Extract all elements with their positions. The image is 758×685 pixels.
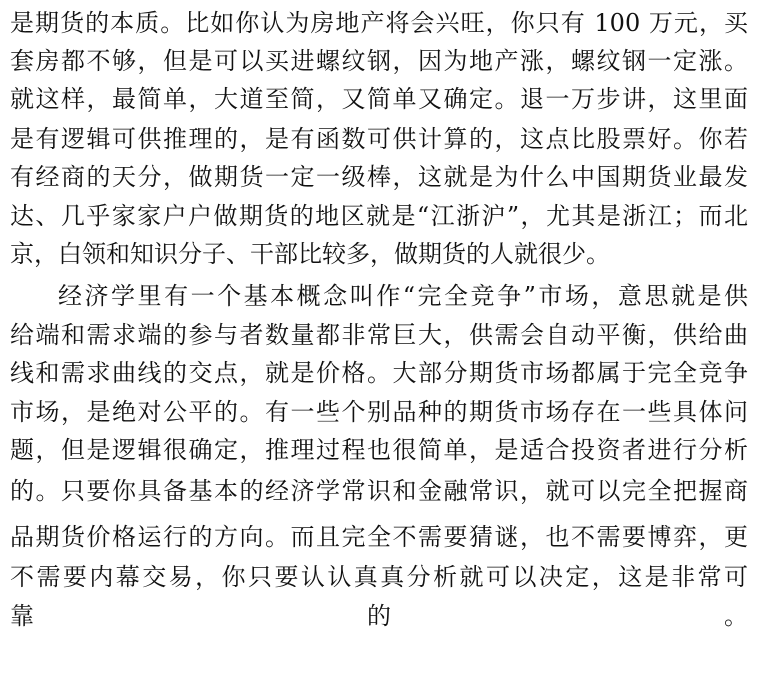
text-line: 靠的。 [10, 602, 748, 630]
text-line: 题，但是逻辑很确定，推理过程也很简单，是适合投资者进行分析 [10, 436, 748, 464]
text-line: 市场，是绝对公平的。有一些个别品种的期货市场存在一些具体问 [10, 398, 748, 426]
text-line: 线和需求曲线的交点，就是价格。大部分期货市场都属于完全竞争 [10, 359, 748, 387]
text-line: 是有逻辑可供推理的，是有函数可供计算的，这点比股票好。你若 [10, 125, 748, 153]
text-line: 就这样，最简单，大道至简，又简单又确定。退一万步讲，这里面 [10, 85, 748, 113]
text-line: 达、几乎家家户户做期货的地区就是“江浙沪”，尤其是浙江；而北 [10, 202, 748, 230]
text-line: 套房都不够，但是可以买进螺纹钢，因为地产涨，螺纹钢一定涨。 [10, 47, 748, 75]
text-line: 不需要内幕交易，你只要认认真真分析就可以决定，这是非常可 [10, 563, 748, 591]
text-line: 的。只要你具备基本的经济学常识和金融常识，就可以完全把握商 [10, 477, 748, 505]
text-line: 有经商的天分，做期货一定一级棒，这就是为什么中国期货业最发 [10, 163, 748, 191]
text-line: 京，白领和知识分子、干部比较多，做期货的人就很少。 [10, 240, 610, 268]
text-line: 是期货的本质。比如你认为房地产将会兴旺，你只有 100 万元，买 [10, 9, 748, 37]
text-line: 品期货价格运行的方向。而且完全不需要猜谜，也不需要博弈，更 [10, 523, 748, 551]
text-line: 给端和需求端的参与者数量都非常巨大，供需会自动平衡，供给曲 [10, 321, 748, 349]
text-line: 经济学里有一个基本概念叫作“完全竞争”市场，意思就是供 [58, 282, 748, 310]
